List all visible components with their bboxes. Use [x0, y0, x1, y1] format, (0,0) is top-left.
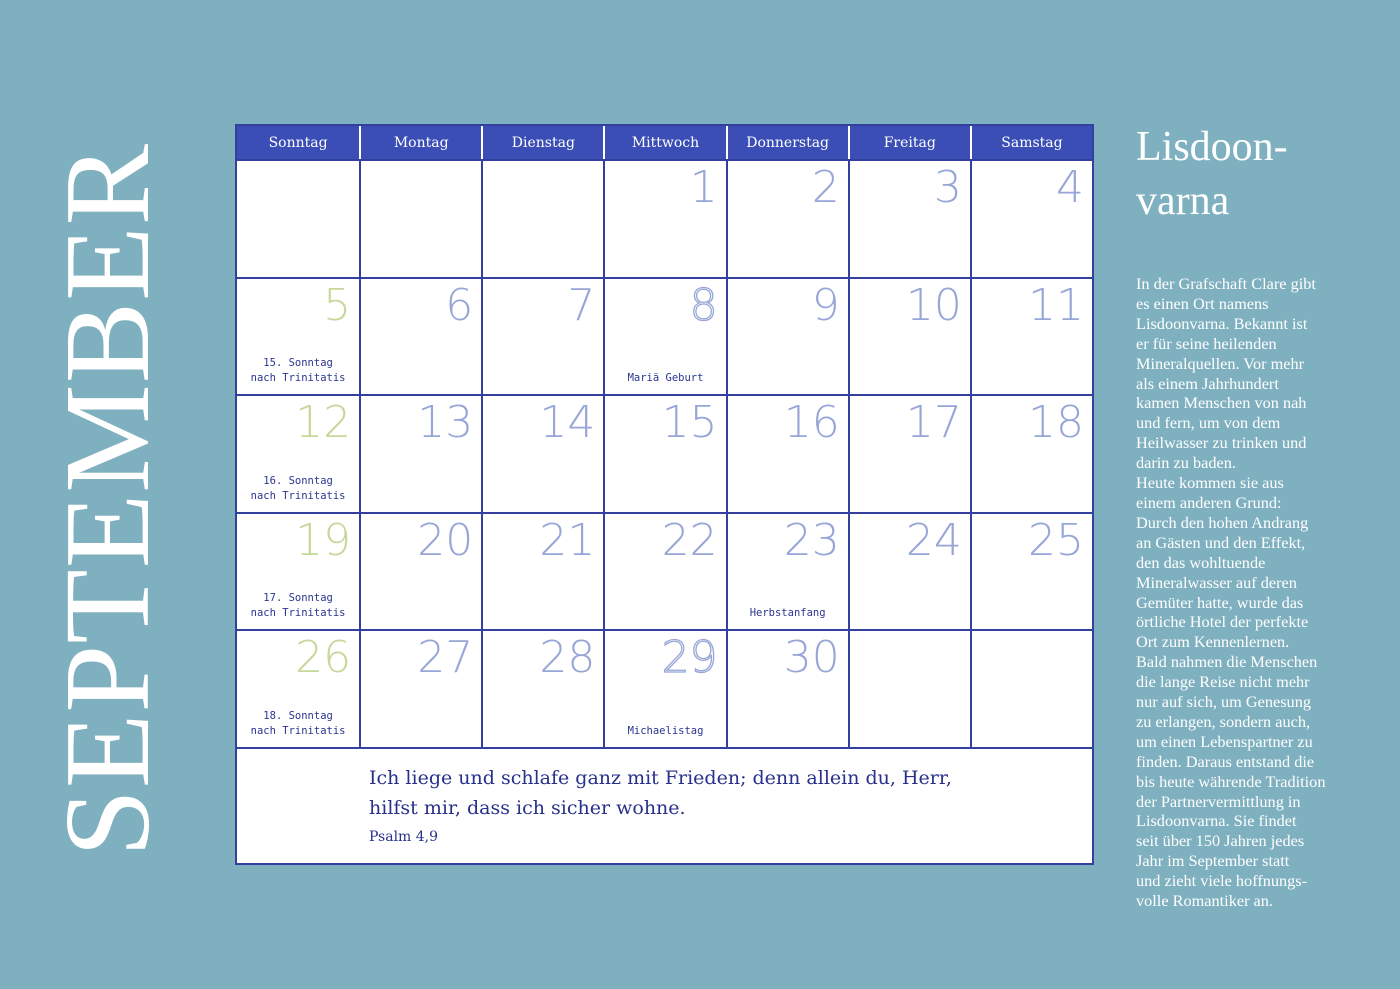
- day-cell: [603, 159, 725, 277]
- day-cell: [603, 394, 725, 512]
- day-cell: [848, 159, 970, 277]
- weekday-header: Samstag: [970, 126, 1092, 159]
- day-cell: [481, 277, 603, 395]
- day-cell: [481, 159, 603, 277]
- day-cell: [237, 512, 359, 630]
- day-number: 22: [661, 514, 718, 566]
- day-number: 5: [323, 279, 352, 331]
- day-number: 15: [661, 397, 718, 449]
- month-title: [40, 142, 176, 858]
- day-number: 24: [905, 514, 962, 566]
- day-number: 14: [539, 397, 596, 449]
- article-title: [1136, 120, 1376, 228]
- day-cell: [481, 512, 603, 630]
- day-number: 11: [1028, 279, 1084, 331]
- day-cell: [359, 277, 481, 395]
- day-number: 3: [933, 162, 962, 213]
- day-cell: [726, 394, 848, 512]
- weekday-header: Sonntag: [268, 134, 328, 151]
- day-number: 20: [417, 514, 474, 566]
- day-cell: [237, 277, 359, 395]
- day-cell: [237, 394, 359, 512]
- day-cell: [970, 277, 1092, 395]
- month-title-text: SEPTEMBER: [40, 142, 176, 858]
- day-cell: [970, 512, 1092, 630]
- day-number: 25: [1028, 514, 1084, 566]
- day-cell: [359, 512, 481, 630]
- verse-reference: Psalm 4,9: [369, 829, 439, 845]
- day-note: Herbstanfang: [749, 607, 826, 620]
- day-cell: [726, 159, 848, 277]
- article-title-line-2: varna: [1136, 178, 1230, 224]
- day-number: 8: [689, 279, 718, 331]
- day-cell: [726, 512, 848, 630]
- day-cell: [481, 629, 603, 747]
- day-number: 30: [783, 632, 840, 684]
- weekday-header: Donnerstag: [726, 126, 848, 159]
- day-cell: [726, 277, 848, 395]
- day-cell: [848, 394, 970, 512]
- day-cell: [481, 394, 603, 512]
- day-number: 7: [567, 279, 596, 331]
- day-cell: [970, 394, 1092, 512]
- weekday-header: Mittwoch: [603, 126, 725, 159]
- day-cell: [848, 277, 970, 395]
- day-cell: [970, 159, 1092, 277]
- verse-box: [237, 747, 1092, 863]
- day-number: 26: [295, 632, 352, 684]
- day-number: 16: [783, 397, 840, 449]
- day-cell: [359, 629, 481, 747]
- day-cell: [359, 159, 481, 277]
- weekday-header: Dienstag: [481, 126, 603, 159]
- day-number: 13: [417, 397, 474, 449]
- calendar-grid: [237, 159, 1092, 747]
- day-number: 6: [445, 279, 474, 331]
- day-number: 10: [905, 279, 962, 331]
- day-number: 29: [661, 632, 718, 684]
- day-cell: [603, 629, 725, 747]
- day-note: 17. Sonntag nach Trinitatis: [250, 592, 346, 620]
- day-cell: [603, 512, 725, 630]
- day-number: 2: [811, 162, 840, 213]
- day-cell: [237, 629, 359, 747]
- bible-verse: Ich liege und schlafe ganz mit Frieden; denn allein du, Herr, hilfst mir, dass ich sicher wohne.: [369, 767, 952, 819]
- weekday-header-row: [237, 126, 1092, 159]
- day-note: Mariä Geburt: [627, 372, 704, 385]
- day-number: 23: [783, 514, 840, 566]
- article-text: In der Grafschaft Clare gibt es einen Ort namens Lisdoonvarna. Bekannt ist er für seine heilenden Mineralquellen. Vor mehr als einem Jahrhundert kamen Menschen von nah und fern, um von dem Heilwasser zu trinken und darin zu baden. Heute kommen sie aus einem anderen Grund: Durch den hohen Andrang an Gästen und den Effekt, den das wohltuende Mineralwasser auf deren Gemüter hatte, wurde das örtliche Hotel der perfekte Ort zum Kennenlernen. Bald nahmen die Menschen die lange Reise nicht mehr nur auf sich, um Genesung zu erlangen, sondern auch, um einen Lebenspartner zu finden. Daraus entstand die bis heute währende Tradition der Partnervermittlung in Lisdoonvarna. Sie findet seit über 150 Jahren jedes Jahr im September statt und zieht viele hoffnungs- volle Romantiker an.: [1136, 274, 1326, 911]
- day-cell: [970, 629, 1092, 747]
- day-number: 28: [539, 632, 596, 684]
- day-number: 12: [295, 397, 352, 449]
- calendar: [235, 124, 1094, 865]
- day-cell: [848, 629, 970, 747]
- day-note: 18. Sonntag nach Trinitatis: [250, 709, 346, 737]
- day-cell: [237, 159, 359, 277]
- weekday-header: Montag: [359, 126, 481, 159]
- day-number: 27: [417, 632, 474, 684]
- day-cell: [848, 512, 970, 630]
- day-number: 1: [689, 162, 718, 213]
- day-cell: [726, 629, 848, 747]
- day-number: 21: [539, 514, 596, 566]
- day-number: 9: [811, 279, 840, 331]
- day-number: 19: [295, 514, 352, 566]
- weekday-header: Freitag: [848, 126, 970, 159]
- day-note: 16. Sonntag nach Trinitatis: [250, 474, 346, 502]
- day-number: 18: [1028, 397, 1084, 449]
- day-cell: [359, 394, 481, 512]
- day-number: 4: [1056, 162, 1084, 213]
- day-cell: [603, 277, 725, 395]
- day-number: 17: [905, 397, 962, 449]
- day-note: 15. Sonntag nach Trinitatis: [250, 357, 346, 385]
- day-note: Michaelistag: [627, 724, 704, 737]
- article-title-line-1: Lisdoon-: [1136, 124, 1288, 170]
